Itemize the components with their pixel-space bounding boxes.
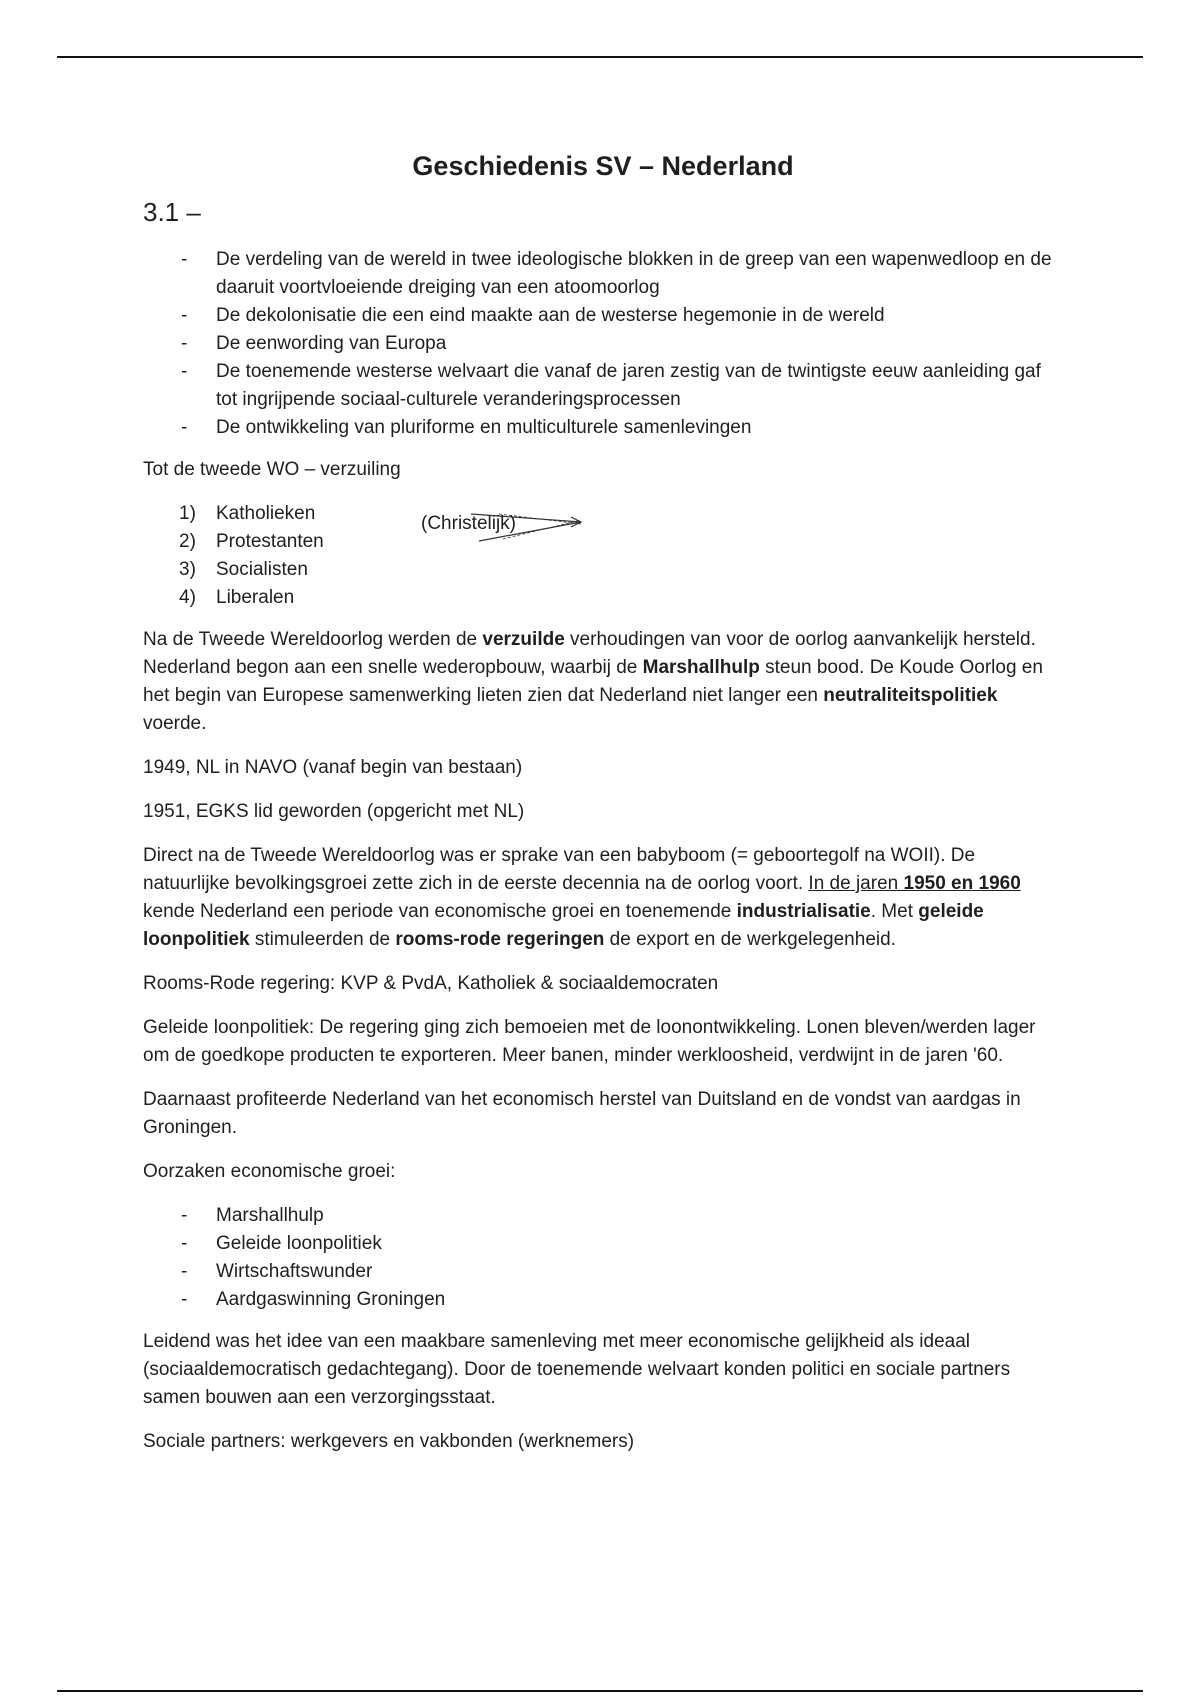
list-item: - De toenemende westerse welvaart die vanaf de jaren zestig van de twintigste eeuw aanleiding gaf tot ingrijpende sociaal-culturele veranderingsprocessen xyxy=(143,358,1063,414)
page-bottom-rule xyxy=(57,1690,1143,1692)
navo-line: 1949, NL in NAVO (vanaf begin van bestaan) xyxy=(143,757,523,778)
oorzaken-list xyxy=(143,1202,1063,1314)
paragraph-na-oorlog: Na de Tweede Wereldoorlog werden de verzuilde verhoudingen van voor de oorlog aanvankelijk hersteld. Nederland begon aan een snelle wederopbouw, waarbij de Marshallhulp steun bood. De Koude Oorlog en het begin van Europese samenwerking lieten zien dat Nederland niet langer een neutraliteitspolitiek voerde. xyxy=(143,629,1043,734)
list-item: - Aardgaswinning Groningen xyxy=(143,1286,1063,1314)
document-body xyxy=(143,140,1063,1472)
oorzaken-heading: Oorzaken economische groei: xyxy=(143,1161,396,1182)
paragraph-babyboom: Direct na de Tweede Wereldoorlog was er sprake van een babyboom (= geboortegolf na WOII). De natuurlijke bevolkingsgroei zette zich in de eerste decennia na de oorlog voort. In de jaren 1950 en 1960 kende Nederland een periode van economische groei en toenemende industrialisatie. Met geleide loonpolitiek stimuleerden de rooms-rode regeringen de export en de werkgelegenheid. xyxy=(143,845,1021,950)
list-item: - De verdeling van de wereld in twee ideologische blokken in de greep van een wapenwedloop en de daaruit voortvloeiende dreiging van een atoomoorlog xyxy=(143,246,1063,302)
intro-bullet-list xyxy=(143,246,1063,442)
list-item: - De dekolonisatie die een eind maakte aan de westerse hegemonie in de wereld xyxy=(143,302,1063,330)
list-item: 1) Katholieken xyxy=(179,503,316,524)
list-item: 2) Protestanten xyxy=(179,531,324,552)
list-item: - De ontwikkeling van pluriforme en multiculturele samenlevingen xyxy=(143,414,1063,442)
page-title: Geschiedenis SV – Nederland xyxy=(412,151,794,181)
list-item: 3) Socialisten xyxy=(179,559,308,580)
verzuiling-heading: Tot de tweede WO – verzuiling xyxy=(143,459,401,480)
list-item: - Geleide loonpolitiek xyxy=(143,1230,1063,1258)
list-item: - Wirtschaftswunder xyxy=(143,1258,1063,1286)
list-item: - De eenwording van Europa xyxy=(143,330,1063,358)
egks-line: 1951, EGKS lid geworden (opgericht met NL) xyxy=(143,801,525,822)
rooms-rode-line: Rooms-Rode regering: KVP & PvdA, Katholiek & sociaaldemocraten xyxy=(143,973,719,994)
zuilen-list xyxy=(143,500,1063,612)
maakbare-samenleving-paragraph: Leidend was het idee van een maakbare samenleving met meer economische gelijkheid als ideaal (sociaaldemocratisch gedachtegang). Door de toenemende welvaart konden politici en sociale partners samen bouwen aan een verzorgingsstaat. xyxy=(143,1331,1011,1408)
page-top-rule xyxy=(57,56,1143,58)
list-item: 4) Liberalen xyxy=(179,587,295,608)
christelijk-label: (Christelijk) xyxy=(421,513,516,534)
section-heading: 3.1 – xyxy=(143,197,201,227)
sociale-partners-line: Sociale partners: werkgevers en vakbonden (werknemers) xyxy=(143,1431,635,1452)
aardgas-paragraph: Daarnaast profiteerde Nederland van het economisch herstel van Duitsland en de vondst van aardgas in Groningen. xyxy=(143,1089,1021,1138)
geleide-loonpolitiek-paragraph: Geleide loonpolitiek: De regering ging zich bemoeien met de loonontwikkeling. Lonen bleven/werden lager om de goedkope producten te exporteren. Meer banen, minder werkloosheid, verdwijnt in de jaren '60. xyxy=(143,1017,1036,1066)
list-item: - Marshallhulp xyxy=(143,1202,1063,1230)
